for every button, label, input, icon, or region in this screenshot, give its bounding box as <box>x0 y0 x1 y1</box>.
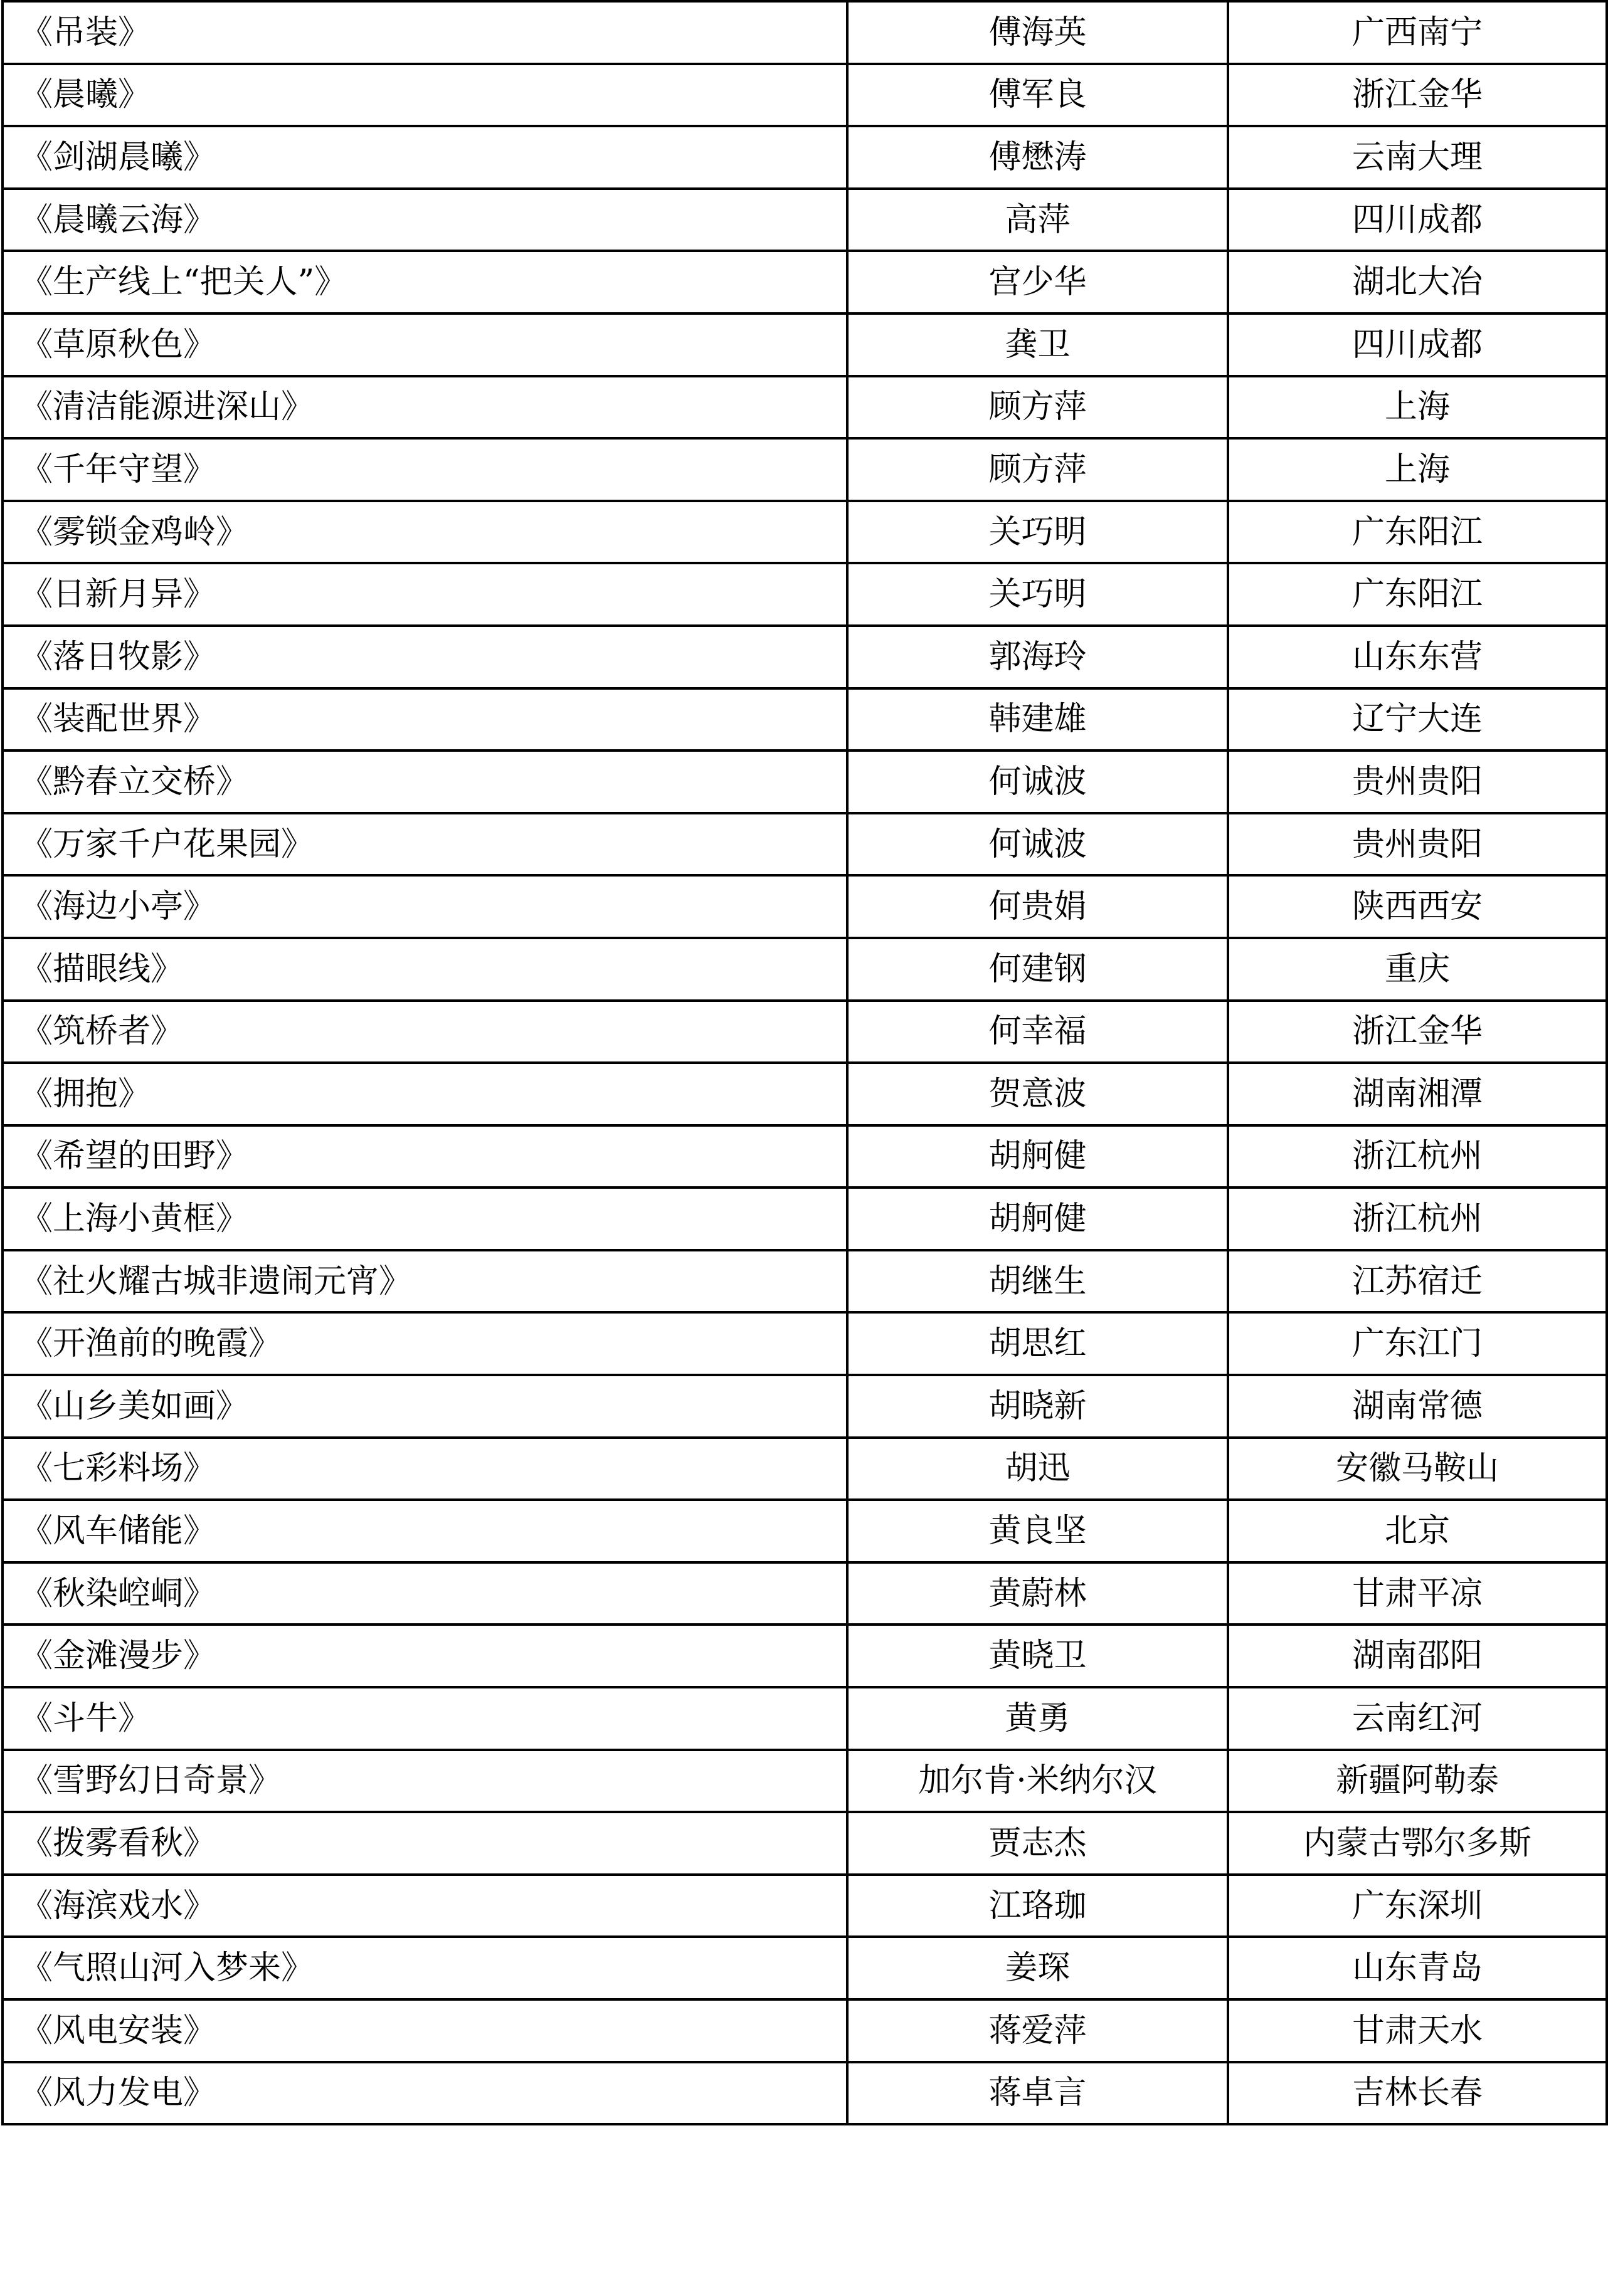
table-row <box>3 938 1607 1001</box>
work-title-cell: 《社火耀古城非遗闹元宵》 <box>3 1250 847 1313</box>
location-cell: 四川成都 <box>1228 313 1607 376</box>
location-cell: 上海 <box>1228 376 1607 439</box>
author-cell: 黄晓卫 <box>847 1625 1228 1687</box>
table-row <box>3 64 1607 127</box>
work-title-cell: 《秋染崆峒》 <box>3 1562 847 1625</box>
author-cell: 韩建雄 <box>847 688 1228 751</box>
location-cell: 云南大理 <box>1228 126 1607 189</box>
author-cell: 胡思红 <box>847 1312 1228 1375</box>
table-row <box>3 376 1607 439</box>
author-cell: 宫少华 <box>847 251 1228 313</box>
location-cell: 山东东营 <box>1228 626 1607 688</box>
work-title-cell: 《风力发电》 <box>3 2062 847 2125</box>
work-title-cell: 《开渔前的晚霞》 <box>3 1312 847 1375</box>
author-cell: 傅懋涛 <box>847 126 1228 189</box>
author-cell: 胡晓新 <box>847 1375 1228 1438</box>
work-title-cell: 《万家千户花果园》 <box>3 813 847 876</box>
work-title-cell: 《晨曦云海》 <box>3 189 847 251</box>
location-cell: 湖南湘潭 <box>1228 1063 1607 1125</box>
work-title-cell: 《吊装》 <box>3 1 847 64</box>
table-row <box>3 563 1607 626</box>
author-cell: 关巧明 <box>847 563 1228 626</box>
table-row <box>3 1937 1607 1999</box>
table-row <box>3 813 1607 876</box>
location-cell: 云南红河 <box>1228 1687 1607 1750</box>
table-row <box>3 126 1607 189</box>
location-cell: 四川成都 <box>1228 189 1607 251</box>
author-cell: 胡迅 <box>847 1438 1228 1500</box>
table-row <box>3 1999 1607 2062</box>
work-title-cell: 《晨曦》 <box>3 64 847 127</box>
location-cell: 北京 <box>1228 1500 1607 1562</box>
author-cell: 龚卫 <box>847 313 1228 376</box>
table-row <box>3 1562 1607 1625</box>
author-cell: 胡舸健 <box>847 1125 1228 1188</box>
author-cell: 蒋爱萍 <box>847 1999 1228 2062</box>
author-cell: 何诚波 <box>847 813 1228 876</box>
location-cell: 贵州贵阳 <box>1228 813 1607 876</box>
table-row <box>3 1875 1607 1937</box>
location-cell: 浙江杭州 <box>1228 1125 1607 1188</box>
author-cell: 蒋卓言 <box>847 2062 1228 2125</box>
author-cell: 郭海玲 <box>847 626 1228 688</box>
entries-table-container <box>1 0 1605 2125</box>
location-cell: 广东深圳 <box>1228 1875 1607 1937</box>
work-title-cell: 《风电安装》 <box>3 1999 847 2062</box>
location-cell: 湖南邵阳 <box>1228 1625 1607 1687</box>
table-row <box>3 750 1607 813</box>
table-row <box>3 438 1607 501</box>
location-cell: 江苏宿迁 <box>1228 1250 1607 1313</box>
table-row <box>3 626 1607 688</box>
work-title-cell: 《拥抱》 <box>3 1063 847 1125</box>
location-cell: 浙江金华 <box>1228 1001 1607 1063</box>
location-cell: 陕西西安 <box>1228 875 1607 938</box>
location-cell: 甘肃平凉 <box>1228 1562 1607 1625</box>
work-title-cell: 《气照山河入梦来》 <box>3 1937 847 1999</box>
table-row <box>3 313 1607 376</box>
author-cell: 顾方萍 <box>847 438 1228 501</box>
table-row <box>3 1 1607 64</box>
work-title-cell: 《落日牧影》 <box>3 626 847 688</box>
author-cell: 加尔肯·米纳尔汉 <box>847 1750 1228 1813</box>
author-cell: 傅海英 <box>847 1 1228 64</box>
table-row <box>3 1375 1607 1438</box>
location-cell: 上海 <box>1228 438 1607 501</box>
location-cell: 安徽马鞍山 <box>1228 1438 1607 1500</box>
work-title-cell: 《七彩料场》 <box>3 1438 847 1500</box>
table-row <box>3 1063 1607 1125</box>
work-title-cell: 《剑湖晨曦》 <box>3 126 847 189</box>
work-title-cell: 《雾锁金鸡岭》 <box>3 501 847 564</box>
table-row <box>3 1125 1607 1188</box>
location-cell: 广东阳江 <box>1228 563 1607 626</box>
table-row <box>3 1001 1607 1063</box>
table-row <box>3 189 1607 251</box>
work-title-cell: 《金滩漫步》 <box>3 1625 847 1687</box>
author-cell: 姜琛 <box>847 1937 1228 1999</box>
work-title-cell: 《黔春立交桥》 <box>3 750 847 813</box>
location-cell: 新疆阿勒泰 <box>1228 1750 1607 1813</box>
work-title-cell: 《千年守望》 <box>3 438 847 501</box>
table-row <box>3 688 1607 751</box>
author-cell: 江珞珈 <box>847 1875 1228 1937</box>
author-cell: 何建钢 <box>847 938 1228 1001</box>
author-cell: 贺意波 <box>847 1063 1228 1125</box>
table-row <box>3 1438 1607 1500</box>
author-cell: 何幸福 <box>847 1001 1228 1063</box>
location-cell: 浙江杭州 <box>1228 1187 1607 1250</box>
author-cell: 黄良坚 <box>847 1500 1228 1562</box>
table-row <box>3 1312 1607 1375</box>
work-title-cell: 《海滨戏水》 <box>3 1875 847 1937</box>
location-cell: 辽宁大连 <box>1228 688 1607 751</box>
location-cell: 湖南常德 <box>1228 1375 1607 1438</box>
work-title-cell: 《筑桥者》 <box>3 1001 847 1063</box>
work-title-cell: 《希望的田野》 <box>3 1125 847 1188</box>
location-cell: 广东江门 <box>1228 1312 1607 1375</box>
table-row <box>3 875 1607 938</box>
work-title-cell: 《装配世界》 <box>3 688 847 751</box>
work-title-cell: 《山乡美如画》 <box>3 1375 847 1438</box>
author-cell: 胡舸健 <box>847 1187 1228 1250</box>
location-cell: 湖北大冶 <box>1228 251 1607 313</box>
author-cell: 傅军良 <box>847 64 1228 127</box>
work-title-cell: 《日新月异》 <box>3 563 847 626</box>
location-cell: 吉林长春 <box>1228 2062 1607 2125</box>
author-cell: 何诚波 <box>847 750 1228 813</box>
table-row <box>3 2062 1607 2125</box>
location-cell: 浙江金华 <box>1228 64 1607 127</box>
location-cell: 广东阳江 <box>1228 501 1607 564</box>
author-cell: 关巧明 <box>847 501 1228 564</box>
location-cell: 内蒙古鄂尔多斯 <box>1228 1812 1607 1875</box>
table-row <box>3 1687 1607 1750</box>
work-title-cell: 《拨雾看秋》 <box>3 1812 847 1875</box>
entries-table <box>1 0 1608 2125</box>
author-cell: 黄勇 <box>847 1687 1228 1750</box>
work-title-cell: 《上海小黄框》 <box>3 1187 847 1250</box>
author-cell: 胡继生 <box>847 1250 1228 1313</box>
work-title-cell: 《描眼线》 <box>3 938 847 1001</box>
work-title-cell: 《斗牛》 <box>3 1687 847 1750</box>
work-title-cell: 《生产线上“把关人”》 <box>3 251 847 313</box>
author-cell: 黄蔚林 <box>847 1562 1228 1625</box>
author-cell: 贾志杰 <box>847 1812 1228 1875</box>
location-cell: 广西南宁 <box>1228 1 1607 64</box>
table-row <box>3 1187 1607 1250</box>
author-cell: 何贵娟 <box>847 875 1228 938</box>
table-row <box>3 1500 1607 1562</box>
work-title-cell: 《风车储能》 <box>3 1500 847 1562</box>
author-cell: 高萍 <box>847 189 1228 251</box>
location-cell: 山东青岛 <box>1228 1937 1607 1999</box>
work-title-cell: 《草原秋色》 <box>3 313 847 376</box>
table-row <box>3 251 1607 313</box>
location-cell: 贵州贵阳 <box>1228 750 1607 813</box>
table-row <box>3 1812 1607 1875</box>
location-cell: 重庆 <box>1228 938 1607 1001</box>
work-title-cell: 《雪野幻日奇景》 <box>3 1750 847 1813</box>
table-row <box>3 1750 1607 1813</box>
location-cell: 甘肃天水 <box>1228 1999 1607 2062</box>
author-cell: 顾方萍 <box>847 376 1228 439</box>
work-title-cell: 《清洁能源进深山》 <box>3 376 847 439</box>
table-row <box>3 1250 1607 1313</box>
work-title-cell: 《海边小亭》 <box>3 875 847 938</box>
table-row <box>3 1625 1607 1687</box>
table-row <box>3 501 1607 564</box>
entries-table-body <box>3 1 1607 2124</box>
